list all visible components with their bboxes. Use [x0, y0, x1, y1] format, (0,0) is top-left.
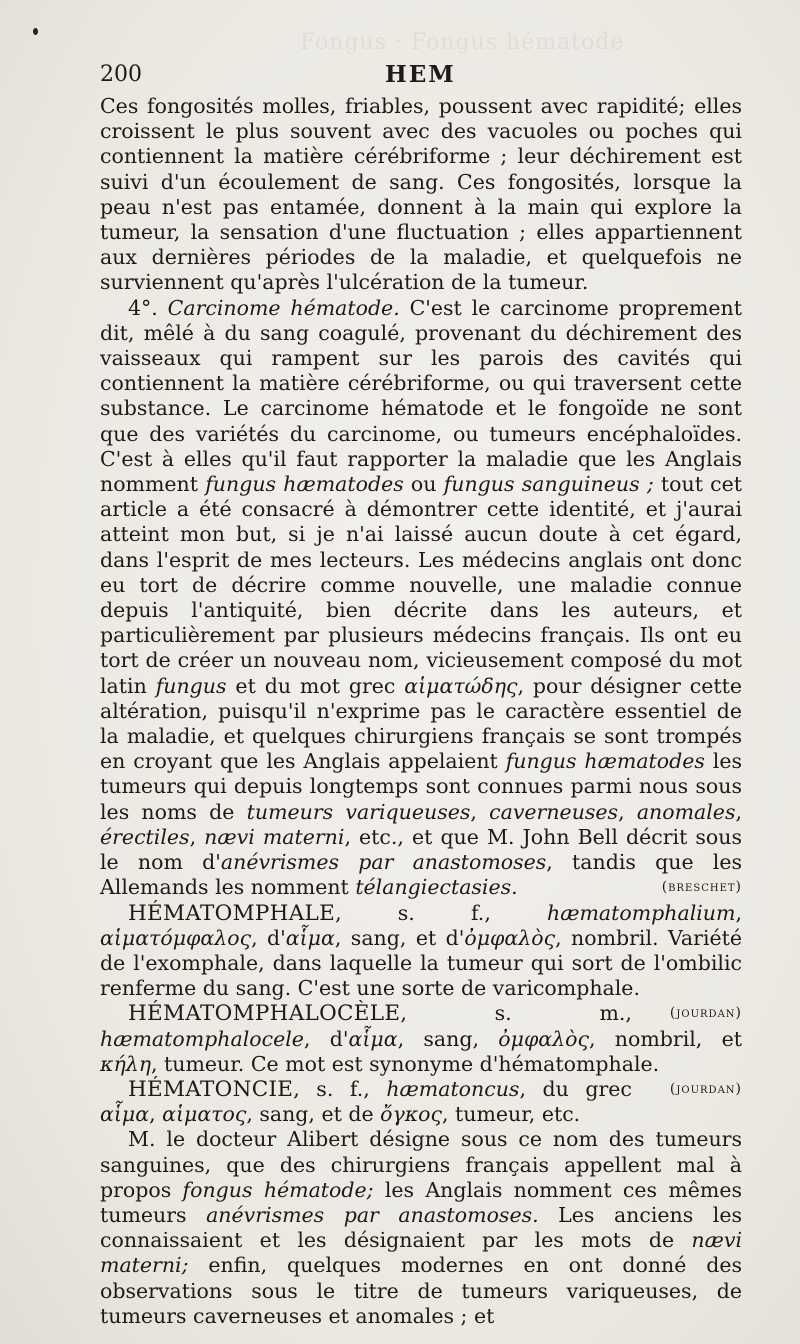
section-title: Carcinome hématode. [167, 295, 400, 320]
author-signature: (jourdan) [669, 1080, 742, 1097]
text-run: tout cet article a été consacré à démontrer cette identité, et j'aurai atteint mon but, si je n'ai laissé aucun doute à cet égard, dans l'esprit de mes lecteurs. Les médecins anglais ont donc eu tort de décrire comme nouvelle, une maladie connue depuis l'antiquité, bien décrite dans les auteurs, et particulièrement par plusieurs médecins français. Ils ont eu tort de créer un nouveau nom, vicieusement composé du mot latin [100, 472, 743, 698]
text-run: , tumeur. Ce mot est synonyme d'hématomphale. [151, 1051, 660, 1076]
italic-term: fungus hæmatodes [505, 749, 705, 774]
text-run: M. le docteur Alibert désigne sous ce nom des tumeurs sanguines, que des chirurgiens français appellent mal à propos [100, 1127, 742, 1202]
greek-word: αἷμα [100, 1102, 150, 1127]
greek-word: αἱματος [162, 1102, 247, 1127]
page-number: 200 [100, 62, 142, 87]
italic-term: hæmatomphalium [547, 900, 736, 925]
page-header [100, 62, 740, 92]
text-run: , sang, et d' [334, 925, 465, 950]
text-run: ou [403, 472, 444, 497]
body-text [100, 94, 742, 1329]
text-run: , tandis que les Allemands les nomment [100, 850, 743, 900]
paragraph-text: Ces fongosités molles, friables, poussent avec rapidité; elles croissent le plus souvent avec des vacuoles ou poches qui contiennent la matière cérébriforme ; leur déchirement est suivi d'un écoulement de sang. Ces fongosités, lorsque la peau n'est pas entamée, donnent à la main qui explore la tumeur, la sensation d'une fluctuation ; elles appartiennent aux dernières périodes de la maladie, et quelquefois ne surviennent qu'après l'ulcération de la tumeur. [100, 94, 742, 295]
greek-word: αἱματόμφαλος [100, 925, 252, 950]
section-number: 4°. [128, 295, 168, 320]
text-run: , sang, [397, 1026, 499, 1051]
greek-word: αἱματώδης [404, 673, 518, 698]
text-run: , d' [251, 925, 286, 950]
paragraph-continuation [100, 94, 742, 296]
greek-word: αἷμα [348, 1026, 398, 1051]
italic-term: tumeurs variqueuses [246, 799, 471, 824]
text-run: , d' [303, 1026, 349, 1051]
text-run: , [470, 799, 490, 824]
running-head: HEM [385, 61, 456, 88]
italic-term: fungus hæmatodes [205, 472, 404, 497]
entry-term: HÉMATONCIE [128, 1076, 294, 1102]
author-signature: (jourdan) [669, 1005, 742, 1022]
text-run: , sang, et de [246, 1102, 381, 1127]
italic-term: fongus hématode; [182, 1177, 374, 1202]
text-run: , nombril. Variété de l'exomphale, dans laquelle la tumeur qui sort de l'ombilic renferme du sang. C'est une sorte de varicomphale. [100, 925, 742, 1001]
italic-term: érectiles [100, 824, 190, 849]
italic-term: fungus sanguineus ; [443, 472, 654, 497]
text-run: et du mot grec [226, 673, 405, 698]
italic-term: anomales [636, 799, 736, 824]
text-run: enfin, quelques modernes en ont donné des observations sous le titre de tumeurs variqueuses, de tumeurs caverneuses et anomales ; et [100, 1253, 742, 1328]
entry-term: HÉMATOMPHALE [128, 900, 336, 926]
text-run: , [735, 900, 742, 925]
text-run: les tumeurs qui depuis longtemps sont connues parmi nous sous les noms de [100, 749, 743, 824]
entry-term: HÉMATOMPHALOCÈLE [128, 1001, 401, 1027]
text-run: , du grec [519, 1076, 632, 1101]
italic-term: fungus [155, 673, 227, 698]
paragraph-alibert [100, 1127, 742, 1329]
text-run: , nombril, et [588, 1026, 742, 1051]
greek-word: ὄγκος [380, 1102, 442, 1127]
italic-term: nævi materni; [100, 1228, 742, 1278]
text-run: C'est le carcinome proprement dit, mêlé à du sang coagulé, provenant du déchirement des vaisseaux qui rampent sur les parois des cavités qui contiennent la matière cérébriforme, ou qui traversent cette substance. Le carcinome hématode et le fongoïde ne sont que des variétés du carcinome, ou tumeurs encéphaloïdes. C'est à elles qu'il faut rapporter la maladie que les Anglais nomment [100, 295, 742, 497]
italic-term: caverneuses [489, 799, 619, 824]
greek-word: ὀμφαλὸς [498, 1026, 589, 1051]
greek-word: αἷμα [285, 925, 335, 950]
italic-term: télangiectasies. [355, 875, 518, 900]
italic-term: nævi materni [204, 824, 345, 849]
text-run: , [149, 1102, 163, 1127]
text-run: , s. f., [293, 1076, 387, 1101]
italic-term: hæmatoncus [386, 1076, 520, 1101]
text-run: , s. m., [400, 1001, 632, 1026]
text-run: les Anglais nomment ces mêmes tumeurs [100, 1177, 742, 1227]
text-run: , [735, 799, 742, 824]
ink-spot [33, 28, 38, 35]
italic-term: anévrismes par anastomoses. [206, 1202, 539, 1227]
text-run: , tumeur, etc. [442, 1102, 581, 1127]
paragraph-carcinome-hematode [100, 296, 742, 901]
text-run: , etc., et que M. John Bell décrit sous le nom d' [100, 824, 742, 875]
bleed-through-text: Fongus · Fongus hématode [300, 30, 625, 55]
text-run: , pour désigner cette altération, puisqu'il n'exprime pas le caractère essentiel de la maladie, et quelques chirurgiens français se sont trompés en croyant que les Anglais appelaient [100, 673, 743, 774]
text-run: , [189, 824, 205, 849]
text-run: Les anciens les connaissaient et les désignaient par les mots de [100, 1202, 742, 1253]
text-run: , [618, 799, 637, 824]
italic-term: anévrismes par anastomoses [220, 850, 547, 875]
author-signature: (breschet) [661, 879, 742, 896]
greek-word: κήλη [100, 1051, 151, 1076]
italic-term: hæmatomphalocele [100, 1026, 304, 1051]
text-run: , s. f., [335, 900, 547, 925]
greek-word: ὀμφαλὸς [464, 925, 556, 950]
